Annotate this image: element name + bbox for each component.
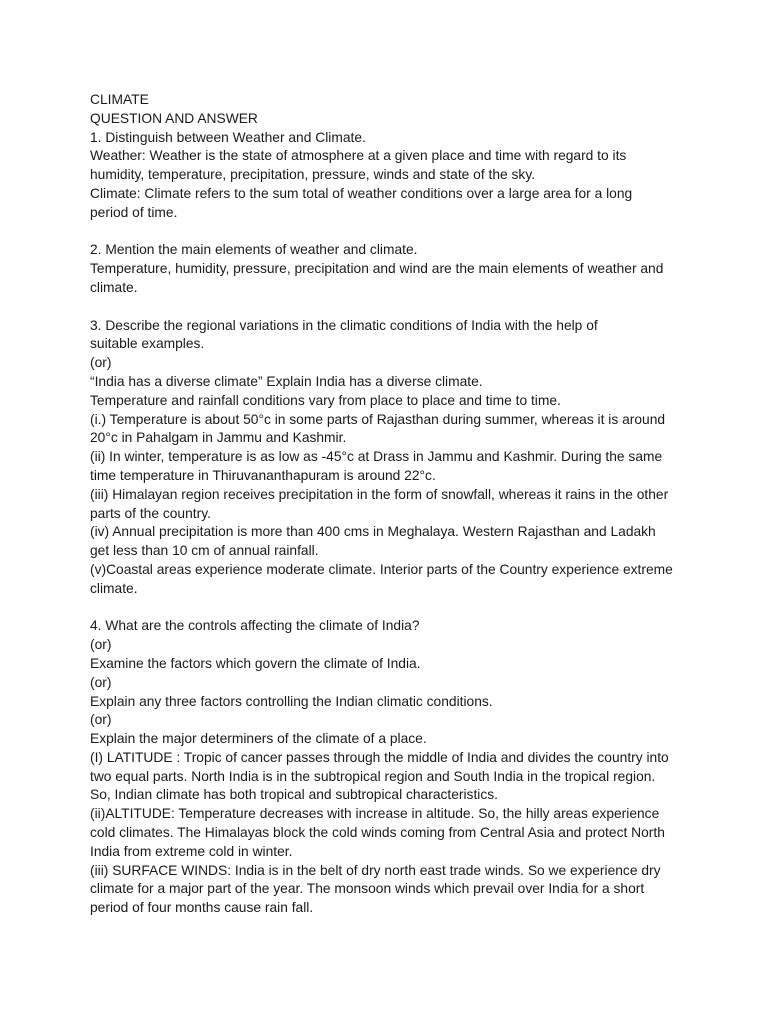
answer-line: (ii) In winter, temperature is as low as -45°c at Drass in Jammu and Kashmir. During the same	[90, 449, 663, 465]
question-text: 4. What are the controls affecting the climate of India?	[90, 618, 420, 634]
question-block-4	[90, 617, 690, 918]
answer-line: Temperature and rainfall conditions vary from place to place and time to time.	[90, 392, 561, 408]
answer-line: India from extreme cold in winter.	[90, 843, 293, 859]
question-text: 2. Mention the main elements of weather and climate.	[90, 242, 418, 258]
answer-line: (iv) Annual precipitation is more than 400 cms in Meghalaya. Western Rajasthan and Ladakh	[90, 524, 656, 540]
question-text: (or)	[90, 355, 112, 371]
answer-line: (I) LATITUDE : Tropic of cancer passes through the middle of India and divides the country into	[90, 749, 669, 765]
answer-line: (v)Coastal areas experience moderate climate. Interior parts of the Country experience extreme	[90, 561, 673, 577]
question-block-3	[90, 317, 690, 599]
question-text: “India has a diverse climate” Explain India has a diverse climate.	[90, 373, 483, 389]
document-subtitle: QUESTION AND ANSWER	[90, 110, 258, 126]
paragraph-gap	[90, 223, 690, 242]
answer-line: 20°c in Pahalgam in Jammu and Kashmir.	[90, 430, 347, 446]
answer-line: climate for a major part of the year. The monsoon winds which prevail over India for a short	[90, 881, 645, 897]
question-text: (or)	[90, 712, 112, 728]
document-page	[90, 91, 690, 918]
answer-line: Weather: Weather is the state of atmosphere at a given place and time with regard to its	[90, 148, 627, 164]
question-block-1	[90, 129, 690, 223]
answer-line: (ii)ALTITUDE: Temperature decreases with increase in altitude. So, the hilly areas experience	[90, 806, 660, 822]
answer-line: So, Indian climate has both tropical and subtropical characteristics.	[90, 787, 498, 803]
question-block-2	[90, 241, 690, 297]
question-text: Explain any three factors controlling the Indian climatic conditions.	[90, 693, 493, 709]
question-text: suitable examples.	[90, 336, 205, 352]
answer-line: (iii) Himalayan region receives precipitation in the form of snowfall, whereas it rains in the other	[90, 486, 669, 502]
paragraph-gap	[90, 599, 690, 618]
answer-line: climate.	[90, 279, 138, 295]
question-text: Explain the major determiners of the climate of a place.	[90, 731, 427, 747]
answer-line: (i.) Temperature is about 50°c in some parts of Rajasthan during summer, whereas it is around	[90, 411, 666, 427]
question-text: 3. Describe the regional variations in the climatic conditions of India with the help of	[90, 317, 598, 333]
answer-line: parts of the country.	[90, 505, 211, 521]
answer-line: time temperature in Thiruvananthapuram is around 22°c.	[90, 467, 436, 483]
answer-line: cold climates. The Himalayas block the cold winds coming from Central Asia and protect North	[90, 825, 665, 841]
answer-line: Temperature, humidity, pressure, precipitation and wind are the main elements of weather and	[90, 261, 664, 277]
question-text: (or)	[90, 637, 112, 653]
question-text: Examine the factors which govern the climate of India.	[90, 655, 421, 671]
answer-line: period of time.	[90, 204, 178, 220]
paragraph-gap	[90, 298, 690, 317]
document-title: CLIMATE	[90, 92, 149, 107]
question-text: (or)	[90, 674, 112, 690]
question-text: 1. Distinguish between Weather and Climate.	[90, 129, 366, 145]
answer-line: two equal parts. North India is in the subtropical region and South India in the tropical region.	[90, 768, 656, 784]
answer-line: (iii) SURFACE WINDS: India is in the belt of dry north east trade winds. So we experience dry	[90, 862, 661, 878]
answer-line: climate.	[90, 580, 138, 596]
answer-line: get less than 10 cm of annual rainfall.	[90, 543, 319, 559]
answer-line: Climate: Climate refers to the sum total of weather conditions over a large area for a long	[90, 185, 633, 201]
answer-line: period of four months cause rain fall.	[90, 900, 314, 916]
answer-line: humidity, temperature, precipitation, pressure, winds and state of the sky.	[90, 167, 536, 183]
